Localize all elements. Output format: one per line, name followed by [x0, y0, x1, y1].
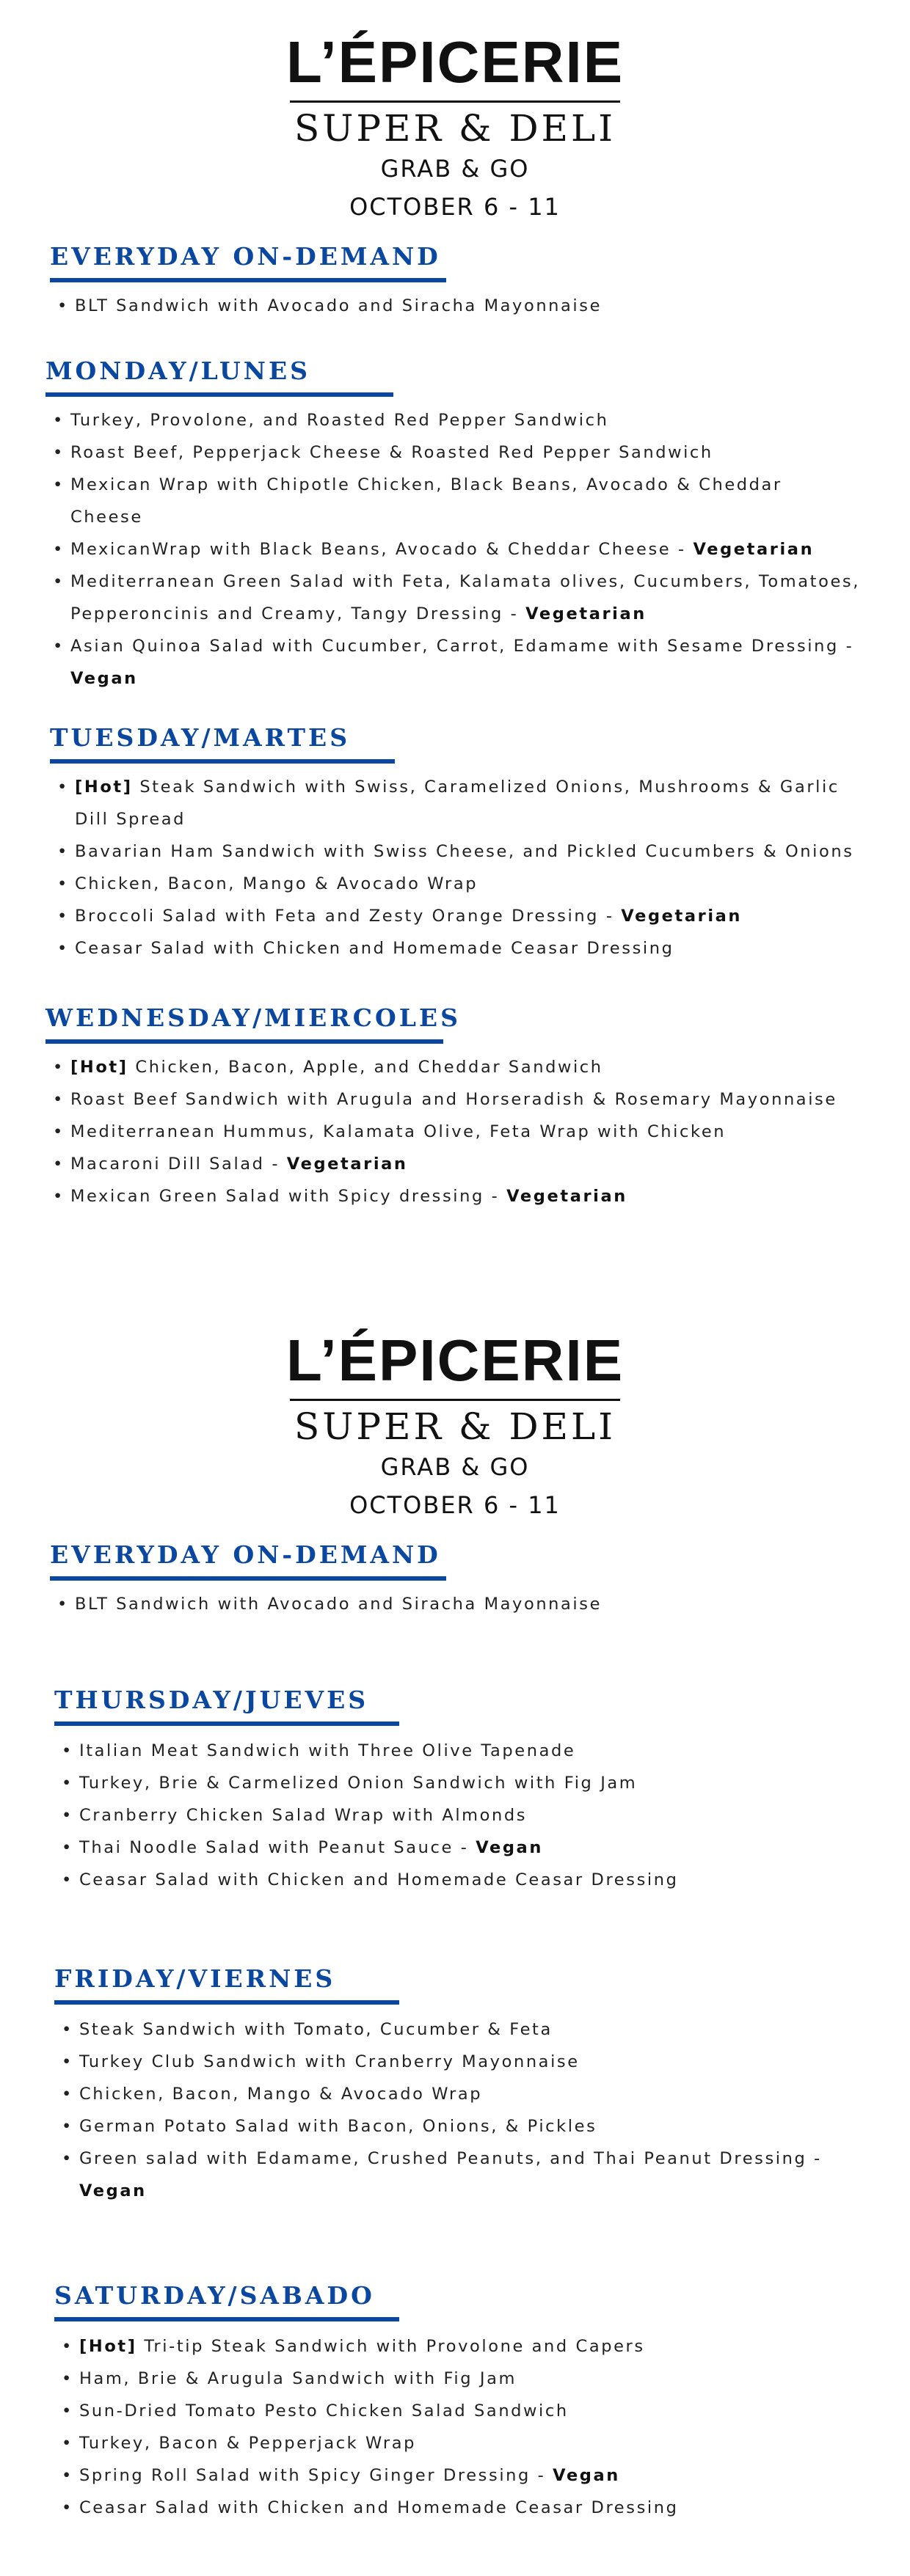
menu-item-text: MexicanWrap with Black Beans, Avocado & Cheddar Cheese -	[70, 540, 694, 559]
diet-tag: Vegetarian	[693, 540, 815, 559]
menu-item	[48, 436, 860, 469]
diet-tag: Vegan	[553, 2466, 620, 2485]
menu-item	[57, 1864, 862, 1896]
menu-item-text: BLT Sandwich with Avocado and Siracha Mayonnaise	[75, 1595, 603, 1614]
diet-tag: Vegetarian	[621, 907, 743, 926]
logo-divider	[290, 1399, 620, 1401]
menu-header-1	[0, 29, 910, 221]
menu-item	[57, 2013, 862, 2046]
menu-item	[57, 2078, 862, 2110]
menu-item-text: Steak Sandwich with Tomato, Cucumber & Feta	[79, 2020, 553, 2039]
item-list	[57, 1735, 862, 1896]
diet-tag: Vegetarian	[506, 1187, 627, 1206]
menu-item-text: Turkey, Provolone, and Roasted Red Pepper Sandwich	[70, 411, 609, 430]
menu-item	[57, 2110, 862, 2143]
menu-item	[48, 469, 860, 533]
menu-item	[48, 630, 860, 695]
diet-tag: Vegetarian	[286, 1155, 408, 1174]
diet-tag: Vegetarian	[525, 604, 647, 623]
section-divider	[50, 1576, 446, 1581]
section-divider	[50, 278, 446, 282]
menu-item	[53, 900, 860, 932]
menu-item	[48, 1116, 860, 1148]
menu-item-text: Green salad with Edamame, Crushed Peanuts, and Thai Peanut Dressing -	[79, 2149, 822, 2168]
diet-tag: Vegan	[79, 2181, 147, 2200]
menu-item-text: Turkey Club Sandwich with Cranberry Mayonnaise	[79, 2052, 580, 2071]
menu-item-text: Sun-Dried Tomato Pesto Chicken Salad Sandwich	[79, 2401, 569, 2421]
menu-item	[48, 1180, 860, 1212]
menu-item-text: Roast Beef, Pepperjack Cheese & Roasted Red Pepper Sandwich	[70, 443, 713, 462]
section-friday	[54, 1964, 862, 2207]
menu-item-text: Mexican Green Salad with Spicy dressing -	[70, 1187, 507, 1206]
menu-item	[57, 2046, 862, 2078]
item-list	[57, 2330, 862, 2524]
menu-item-text: Ham, Brie & Arugula Sandwich with Fig Jam	[79, 2369, 517, 2388]
menu-item-text: Macaroni Dill Salad -	[70, 1155, 287, 1174]
section-saturday	[54, 2281, 862, 2524]
menu-item	[57, 1799, 862, 1832]
logo-divider	[290, 100, 620, 103]
menu-item-text: Ceasar Salad with Chicken and Homemade Ceasar Dressing	[79, 1870, 679, 1889]
hot-tag: [Hot]	[79, 2337, 137, 2356]
menu-item-text: BLT Sandwich with Avocado and Siracha Mayonnaise	[75, 296, 603, 315]
menu-item-text: Chicken, Bacon, Mango & Avocado Wrap	[75, 874, 478, 893]
menu-item-text: Steak Sandwich with Swiss, Caramelized Onions, Mushrooms & Garlic Dill Spread	[75, 777, 840, 829]
menu-item-text: Cranberry Chicken Salad Wrap with Almonds	[79, 1806, 528, 1825]
brand-subtitle: SUPER & DELI	[294, 1405, 616, 1448]
item-list	[53, 1588, 857, 1620]
brand-logo: L’ÉPICERIE	[285, 1328, 625, 1393]
section-divider	[54, 2000, 399, 2005]
section-title: MONDAY/LUNES	[46, 356, 310, 385]
menu-item	[57, 2459, 862, 2492]
menu-item-text: Chicken, Bacon, Apple, and Cheddar Sandwich	[128, 1058, 603, 1077]
section-thursday	[54, 1686, 862, 1896]
section-title: EVERYDAY ON-DEMAND	[50, 1540, 441, 1569]
item-list	[53, 771, 860, 965]
section-title: TUESDAY/MARTES	[50, 723, 351, 752]
menu-item	[57, 1767, 862, 1799]
item-list	[57, 2013, 862, 2207]
section-tuesday	[50, 723, 860, 965]
menu-item	[57, 1735, 862, 1767]
brand-tagline: GRAB & GO	[380, 1453, 530, 1481]
menu-item	[48, 1148, 860, 1180]
menu-item	[48, 566, 860, 630]
section-monday	[46, 356, 860, 695]
brand-subtitle: SUPER & DELI	[294, 107, 616, 150]
menu-item	[48, 404, 860, 436]
menu-item	[57, 2395, 862, 2427]
diet-tag: Vegan	[476, 1838, 543, 1857]
menu-item-text: Bavarian Ham Sandwich with Swiss Cheese, and Pickled Cucumbers & Onions	[75, 842, 854, 861]
menu-item-text: Thai Noodle Salad with Peanut Sauce -	[79, 1838, 476, 1857]
menu-item-text: German Potato Salad with Bacon, Onions, & Pickles	[79, 2117, 597, 2136]
item-list	[48, 404, 860, 695]
menu-item-text: Chicken, Bacon, Mango & Avocado Wrap	[79, 2085, 483, 2104]
section-divider	[46, 1039, 443, 1044]
menu-item	[57, 2363, 862, 2395]
hot-tag: [Hot]	[75, 777, 133, 797]
menu-item	[53, 771, 860, 835]
menu-item	[57, 2427, 862, 2459]
section-title: SATURDAY/SABADO	[54, 2281, 375, 2310]
menu-dates: OCTOBER 6 - 11	[349, 193, 561, 221]
section-title: THURSDAY/JUEVES	[54, 1686, 369, 1714]
section-everyday-2	[50, 1540, 857, 1620]
menu-item-text: Spring Roll Salad with Spicy Ginger Dressing -	[79, 2466, 553, 2485]
menu-item	[57, 2492, 862, 2524]
brand-tagline: GRAB & GO	[380, 155, 530, 183]
menu-item	[53, 835, 860, 868]
item-list	[48, 1051, 860, 1212]
menu-item-text: Turkey, Brie & Carmelized Onion Sandwich with Fig Jam	[79, 1774, 638, 1793]
menu-item-text: Mediterranean Green Salad with Feta, Kalamata olives, Cucumbers, Tomatoes, Pepperoncinis and Creamy, Tangy Dressing -	[70, 572, 860, 623]
section-divider	[54, 1721, 399, 1726]
menu-item-text: Italian Meat Sandwich with Three Olive Tapenade	[79, 1741, 576, 1760]
menu-item-text: Roast Beef Sandwich with Arugula and Horseradish & Rosemary Mayonnaise	[70, 1090, 837, 1109]
menu-item-text: Ceasar Salad with Chicken and Homemade Ceasar Dressing	[75, 939, 674, 958]
menu-item-text: Mexican Wrap with Chipotle Chicken, Black Beans, Avocado & Cheddar Cheese	[70, 475, 782, 527]
menu-header-2	[0, 1328, 910, 1519]
section-title: FRIDAY/VIERNES	[54, 1964, 336, 1993]
diet-tag: Vegan	[70, 669, 138, 688]
hot-tag: [Hot]	[70, 1058, 128, 1077]
menu-item	[53, 290, 857, 322]
section-divider	[54, 2317, 399, 2321]
menu-item	[53, 868, 860, 900]
section-title: EVERYDAY ON-DEMAND	[50, 242, 441, 271]
section-everyday-1	[50, 242, 857, 322]
menu-dates: OCTOBER 6 - 11	[349, 1491, 561, 1519]
brand-logo: L’ÉPICERIE	[285, 29, 625, 95]
menu-item	[57, 2143, 862, 2207]
section-divider	[46, 392, 393, 397]
menu-item	[48, 1051, 860, 1083]
menu-item	[57, 2330, 862, 2363]
menu-item-text: Turkey, Bacon & Pepperjack Wrap	[79, 2434, 417, 2453]
menu-item	[48, 1083, 860, 1116]
menu-item-text: Mediterranean Hummus, Kalamata Olive, Feta Wrap with Chicken	[70, 1122, 727, 1141]
section-title: WEDNESDAY/MIERCOLES	[46, 1003, 461, 1032]
menu-item-text: Asian Quinoa Salad with Cucumber, Carrot, Edamame with Sesame Dressing -	[70, 637, 854, 656]
menu-item	[57, 1832, 862, 1864]
menu-item-text: Broccoli Salad with Feta and Zesty Orange Dressing -	[75, 907, 622, 926]
section-wednesday	[46, 1003, 860, 1212]
section-divider	[50, 759, 395, 764]
menu-item	[48, 533, 860, 566]
menu-item-text: Tri-tip Steak Sandwich with Provolone and Capers	[136, 2337, 645, 2356]
menu-item	[53, 932, 860, 965]
menu-item-text: Ceasar Salad with Chicken and Homemade Ceasar Dressing	[79, 2498, 679, 2517]
item-list	[53, 290, 857, 322]
menu-item	[53, 1588, 857, 1620]
